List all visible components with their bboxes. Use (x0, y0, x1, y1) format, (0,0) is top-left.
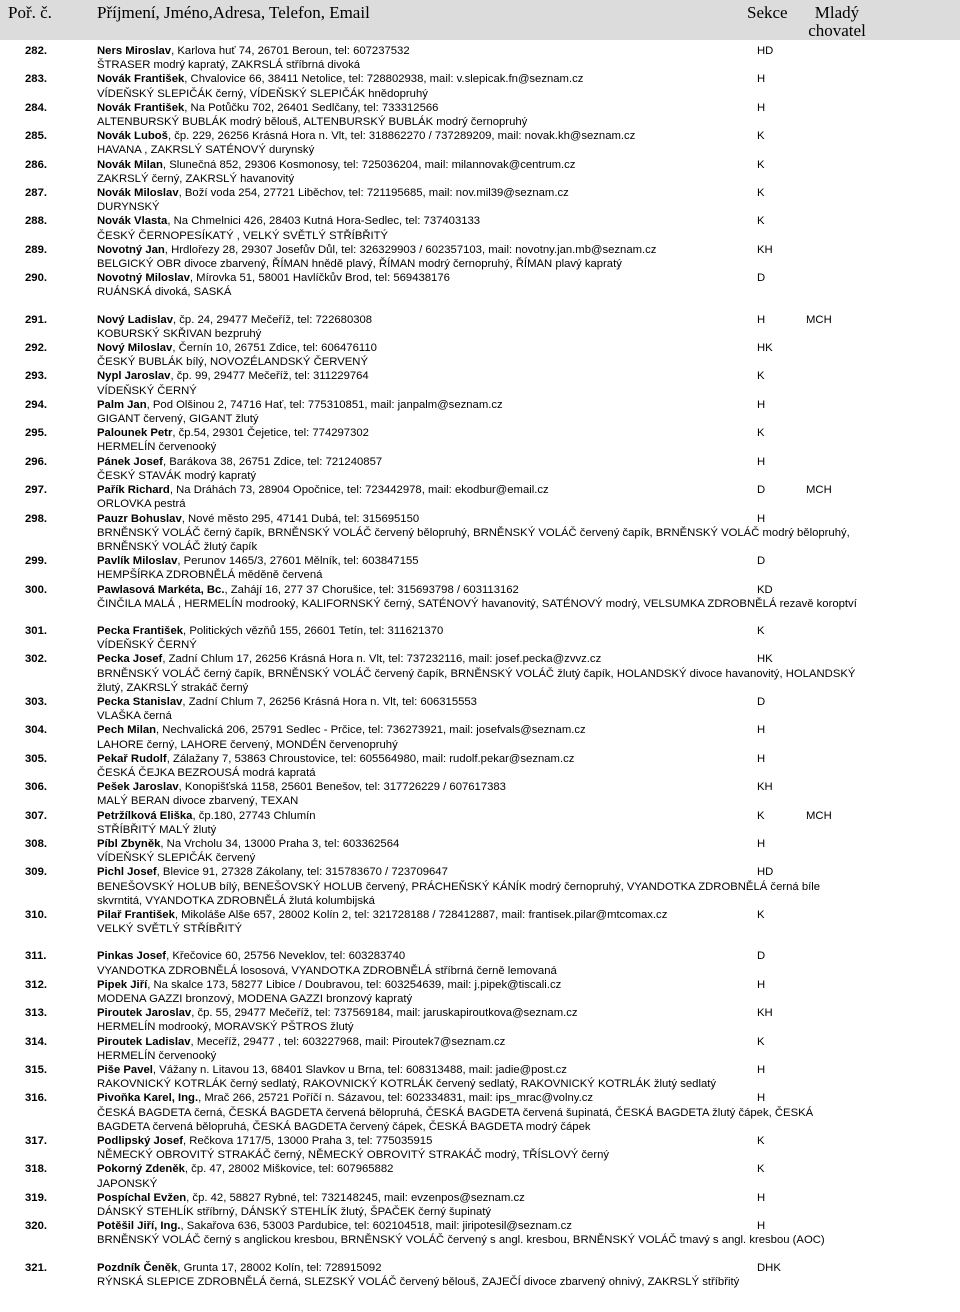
entry-breeds: JAPONSKÝ (97, 1177, 158, 1190)
entry-number: 308. (25, 837, 47, 850)
entry-name: Novotný Miloslav (97, 272, 190, 285)
list-item (0, 512, 960, 555)
entry-breeds: BELGICKÝ OBR divoce zbarvený, ŘÍMAN hnědě plavý, ŘÍMAN modrý černopruhý, ŘÍMAN plavý kapratý (97, 258, 622, 271)
entry-details: , Zahájí 16, 277 37 Chorušice, tel: 315693798 / 603113162 (224, 583, 519, 596)
entry-details: , Na Dráhách 73, 28904 Opočnice, tel: 723442978, mail: ekodbur@email.cz (169, 484, 549, 497)
entry-section: K (757, 215, 765, 228)
entry-name: Píbl Zbyněk (97, 837, 161, 850)
entry-name: Petržílková Eliška (97, 809, 193, 822)
entry-section: DHK (757, 1261, 781, 1274)
entry-young-breeder: MCH (806, 313, 832, 326)
entry-contact (97, 1091, 740, 1105)
entry-breeds: HEMPŠÍRKA ZDROBNĚLÁ měděně červená (97, 569, 323, 582)
entry-name: Novák Vlasta (97, 215, 168, 228)
entry-details: , čp.54, 29301 Čejetice, tel: 774297302 (172, 427, 369, 440)
list-item (0, 809, 960, 837)
entry-name: Novák František (97, 101, 185, 114)
entry-breeds: GIGANT červený, GIGANT žlutý (97, 413, 259, 426)
list-item (0, 369, 960, 397)
entry-section: H (757, 978, 766, 991)
list-item (0, 158, 960, 186)
entry-breeds: RÝNSKÁ SLEPICE ZDROBNĚLÁ černá, SLEZSKÝ VOLÁČ červený bělouš, ZAJEČÍ divoce zbarvený ohnivý, ZAKRSLÝ stříbřitý (97, 1275, 740, 1288)
entry-details: , Slunečná 852, 29306 Kosmonosy, tel: 725036204, mail: milannovak@centrum.cz (162, 158, 576, 171)
entry-section: HD (757, 45, 774, 57)
entry-contact (97, 243, 740, 257)
entry-details: , čp. 24, 29477 Mečeříž, tel: 722680308 (172, 313, 373, 326)
entry-name: Nypl Jaroslav (97, 370, 171, 383)
list-item (0, 695, 960, 723)
entry-number: 316. (25, 1092, 47, 1105)
header-young-breeder: Mladý chovatel (808, 3, 866, 40)
entry-number: 283. (25, 73, 47, 86)
entry-section: H (757, 724, 766, 737)
entry-contact (97, 978, 740, 992)
header-section: Sekce (747, 3, 788, 22)
entry-number: 292. (25, 342, 47, 355)
entry-breeds: HERMELÍN červenooký (97, 1049, 217, 1062)
entry-contact (97, 72, 740, 86)
entry-name: Pivoňka Karel, Ing. (97, 1092, 199, 1105)
entry-contact (97, 313, 740, 327)
entry-contact (97, 1162, 740, 1176)
entry-number: 282. (25, 45, 47, 57)
entry-breeds: VÍDEŇSKÝ ČERNÝ (97, 384, 197, 397)
entry-section: KH (757, 243, 773, 256)
entry-breeds: BRNĚNSKÝ VOLÁČ černý čapík, BRNĚNSKÝ VOLÁČ červený bělopruhý, BRNĚNSKÝ VOLÁČ červený čapík, BRNĚNSKÝ VOLÁČ modrý bělopruhý, BRNĚNSKÝ VOLÁČ žlutý čapík (97, 526, 850, 553)
entry-details: , Rečkova 1717/5, 13000 Praha 3, tel: 775035915 (183, 1135, 433, 1148)
entry-section: H (757, 455, 766, 468)
entry-section: D (757, 272, 766, 285)
entry-details: , čp.180, 27743 Chlumín (192, 809, 316, 822)
entry-number: 321. (25, 1261, 47, 1274)
entry-details: , Mrač 266, 25721 Poříčí n. Sázavou, tel: 602334831, mail: ips_mrac@volny.cz (198, 1092, 594, 1105)
entry-name: Pokorný Zdeněk (97, 1163, 185, 1176)
list-item (0, 908, 960, 936)
entry-name: Pánek Josef (97, 455, 163, 468)
entry-name: Pipek Jiří (97, 978, 148, 991)
entry-section: D (757, 950, 766, 963)
entry-number: 312. (25, 978, 47, 991)
entry-details: , Konopišťská 1158, 25601 Benešov, tel: 317726229 / 607617383 (178, 781, 506, 794)
entry-section: KH (757, 1007, 773, 1020)
entry-contact (97, 865, 740, 879)
entry-contact (97, 214, 740, 228)
entry-number: 319. (25, 1191, 47, 1204)
entry-name: Nový Miloslav (97, 342, 173, 355)
entry-contact (97, 652, 740, 666)
entry-contact (97, 554, 740, 568)
entry-section: H (757, 512, 766, 525)
entry-young-breeder: MCH (806, 484, 832, 497)
entry-section: K (757, 370, 765, 383)
entry-number: 311. (25, 950, 47, 963)
list-item (0, 44, 960, 72)
entry-name: Palm Jan (97, 398, 147, 411)
entry-section: K (757, 1035, 765, 1048)
entry-details: , Nové město 295, 47141 Dubá, tel: 315695150 (181, 512, 420, 525)
list-item (0, 1219, 960, 1247)
entry-details: , Blevice 91, 27328 Zákolany, tel: 315783670 / 723709647 (156, 866, 448, 879)
entry-details: , čp. 55, 29477 Mečeříž, tel: 737569184, mail: jaruskapiroutkova@seznam.cz (191, 1007, 578, 1020)
list-item (0, 243, 960, 271)
entry-contact (97, 1035, 740, 1049)
entries-list (0, 44, 960, 1289)
entry-section: HK (757, 342, 773, 355)
entry-breeds: ČESKÁ ČEJKA BEZROUSÁ modrá kapratá (97, 766, 316, 779)
entry-section: D (757, 695, 766, 708)
entry-breeds: DÁNSKÝ STEHLÍK stříbrný, DÁNSKÝ STEHLÍK žlutý, ŠPAČEK černý šupinatý (97, 1206, 492, 1219)
entry-name: Novák Luboš (97, 130, 168, 143)
entry-contact (97, 1134, 740, 1148)
entry-details: , Hrdlořezy 28, 29307 Josefův Důl, tel: 326329903 / 602357103, mail: novotny.jan.mb@seznam.cz (164, 243, 657, 256)
entry-breeds: KOBURSKÝ SKŘIVAN bezpruhý (97, 327, 262, 340)
entry-young-breeder: MCH (806, 809, 832, 822)
entry-details: , Zálažany 7, 53863 Chroustovice, tel: 605564980, mail: rudolf.pekar@seznam.cz (166, 752, 575, 765)
entry-breeds: ČESKÝ BUBLÁK bílý, NOVOZÉLANDSKÝ ČERVENÝ (97, 356, 369, 369)
list-item (0, 398, 960, 426)
entry-number: 296. (25, 455, 47, 468)
header-name-address: Příjmení, Jméno,Adresa, Telefon, Email (97, 3, 370, 22)
entry-number: 299. (25, 555, 47, 568)
list-item (0, 752, 960, 780)
entry-name: Novák Miloslav (97, 187, 179, 200)
entry-contact (97, 129, 740, 143)
list-item (0, 341, 960, 369)
list-item (0, 1162, 960, 1190)
entry-name: Pešek Jaroslav (97, 781, 179, 794)
entry-section: D (757, 484, 766, 497)
entry-details: , čp. 42, 58827 Rybné, tel: 732148245, mail: evzenpos@seznam.cz (186, 1191, 525, 1204)
entry-breeds: BRNĚNSKÝ VOLÁČ černý s anglickou kresbou, BRNĚNSKÝ VOLÁČ červený s angl. kresbou, BRNĚNSKÝ VOLÁČ tmavý s angl. kresbou (AOC) (97, 1234, 825, 1247)
entry-section: H (757, 1191, 766, 1204)
entry-details: , Na skalce 173, 58277 Libice / Doubravou, tel: 603254639, mail: j.pipek@tiscali.cz (147, 978, 562, 991)
entry-name: Pospíchal Evžen (97, 1191, 187, 1204)
entry-breeds: NĚMECKÝ OBROVITÝ STRAKÁČ černý, NĚMECKÝ OBROVITÝ STRAKÁČ modrý, TŘÍSLOVÝ černý (97, 1149, 610, 1162)
entry-contact (97, 44, 740, 58)
entry-section: H (757, 101, 766, 114)
entry-name: Pavlík Miloslav (97, 555, 178, 568)
list-item (0, 72, 960, 100)
entry-details: , Barákova 38, 26751 Zdice, tel: 721240857 (162, 455, 383, 468)
entry-details: , čp. 99, 29477 Mečeříž, tel: 311229764 (170, 370, 369, 383)
entry-contact (97, 1006, 740, 1020)
list-item (0, 1191, 960, 1219)
entry-section: H (757, 837, 766, 850)
entry-contact (97, 1191, 740, 1205)
list-item (0, 483, 960, 511)
entry-section: K (757, 187, 765, 200)
list-item (0, 426, 960, 454)
list-item (0, 455, 960, 483)
entry-breeds: VELKÝ SVĚTLÝ STŘÍBŘITÝ (97, 923, 243, 936)
entry-name: Novotný Jan (97, 243, 165, 256)
entry-name: Potěšil Jiří, Ing. (97, 1220, 181, 1233)
list-item (0, 129, 960, 157)
entry-breeds: HERMELÍN červenooký (97, 441, 217, 454)
entry-breeds: BENEŠOVSKÝ HOLUB bílý, BENEŠOVSKÝ HOLUB červený, PRÁCHEŇSKÝ KÁNÍK modrý černopruhý, VYANDOTKA ZDROBNĚLÁ černá bíle skvrntitá, VYANDOTKA ZDROBNĚLÁ žlutá kolumbijská (97, 880, 821, 907)
entry-details: , Na Vrcholu 34, 13000 Praha 3, tel: 603362564 (160, 837, 400, 850)
entry-number: 295. (25, 427, 47, 440)
entry-number: 305. (25, 752, 47, 765)
entry-details: , Zadní Chlum 17, 26256 Krásná Hora n. Vlt, tel: 737232116, mail: josef.pecka@zvvz.cz (162, 653, 602, 666)
entry-number: 315. (25, 1064, 47, 1077)
entry-breeds: LAHORE černý, LAHORE červený, MONDÉN červenopruhý (97, 738, 398, 751)
entry-contact (97, 624, 740, 638)
entry-name: Palounek Petr (97, 427, 173, 440)
entry-details: , Mikoláše Alše 657, 28002 Kolín 2, tel: 321728188 / 728412887, mail: frantisek.pilar@mtcomax.cz (174, 908, 668, 921)
entry-breeds: VÍDEŇSKÝ SLEPIČÁK černý, VÍDEŇSKÝ SLEPIČÁK hnědopruhý (97, 87, 428, 100)
entry-breeds: ČESKÁ BAGDETA černá, ČESKÁ BAGDETA červená bělopruhá, ČESKÁ BAGDETA červená šupinatá, ČESKÁ BAGDETA žlutý čápek, ČESKÁ BAGDETA červená bělopruhá, ČESKÁ BAGDETA červený čápek, ČESKÁ BAGDETA modrý čápek (97, 1106, 814, 1133)
entry-contact (97, 101, 740, 115)
entry-number: 290. (25, 272, 47, 285)
entry-details: , Perunov 1465/3, 27601 Mělník, tel: 603847155 (177, 555, 419, 568)
list-item (0, 723, 960, 751)
entry-breeds: VYANDOTKA ZDROBNĚLÁ lososová, VYANDOTKA ZDROBNĚLÁ stříbrná černě lemovaná (97, 964, 557, 977)
list-item (0, 1091, 960, 1134)
list-item (0, 554, 960, 582)
entry-details: , Pod Olšinou 2, 74716 Hať, tel: 775310851, mail: janpalm@seznam.cz (146, 398, 503, 411)
entry-contact (97, 341, 740, 355)
entry-breeds: VÍDEŇSKÝ SLEPIČÁK červený (97, 852, 256, 865)
entry-details: , Křečovice 60, 25756 Neveklov, tel: 603283740 (166, 950, 406, 963)
entry-section: KD (757, 583, 773, 596)
list-item (0, 624, 960, 652)
entry-details: , Boží voda 254, 27721 Liběchov, tel: 721195685, mail: nov.mil39@seznam.cz (178, 187, 569, 200)
list-item (0, 583, 960, 611)
entry-section: H (757, 398, 766, 411)
entry-section: K (757, 624, 765, 637)
entry-number: 310. (25, 908, 47, 921)
entry-breeds: ŠTRASER modrý kapratý, ZAKRSLÁ stříbrná divoká (97, 59, 361, 72)
entry-number: 300. (25, 583, 47, 596)
entry-contact (97, 483, 740, 497)
entry-name: Pecka Josef (97, 653, 163, 666)
entry-name: Piroutek Ladislav (97, 1035, 191, 1048)
entry-breeds: DURYNSKÝ (97, 201, 160, 214)
entry-details: , Na Chmelnici 426, 28403 Kutná Hora-Sedlec, tel: 737403133 (167, 215, 481, 228)
entry-contact (97, 455, 740, 469)
entry-contact (97, 723, 740, 737)
entry-details: , Vážany n. Litavou 13, 68401 Slavkov u Brna, tel: 608313488, mail: jadie@post.cz (152, 1064, 567, 1077)
entry-number: 302. (25, 653, 47, 666)
list-item (0, 978, 960, 1006)
list-item (0, 1261, 960, 1289)
entry-contact (97, 271, 740, 285)
entry-name: Pecka František (97, 624, 184, 637)
entry-details: , Sakařova 636, 53003 Pardubice, tel: 602104518, mail: jiripotesil@seznam.cz (180, 1220, 572, 1233)
entry-details: , Zadní Chlum 7, 26256 Krásná Hora n. Vlt, tel: 606315553 (182, 695, 477, 708)
entry-name: Pichl Josef (97, 866, 157, 879)
entry-breeds: ČESKÝ STAVÁK modrý kapratý (97, 469, 257, 482)
list-item (0, 186, 960, 214)
entry-number: 286. (25, 158, 47, 171)
entry-contact (97, 369, 740, 383)
entry-number: 284. (25, 101, 47, 114)
entry-section: K (757, 1135, 765, 1148)
entry-details: , Na Potůčku 702, 26401 Sedlčany, tel: 733312566 (184, 101, 439, 114)
entry-section: D (757, 555, 766, 568)
entry-name: Pauzr Bohuslav (97, 512, 182, 525)
entry-section: K (757, 809, 765, 822)
list-item (0, 865, 960, 908)
entry-number: 297. (25, 484, 47, 497)
entry-breeds: MALÝ BERAN divoce zbarvený, TEXAN (97, 795, 299, 808)
entry-contact (97, 949, 740, 963)
entry-name: Podlipský Josef (97, 1135, 184, 1148)
entry-breeds: ALTENBURSKÝ BUBLÁK modrý bělouš, ALTENBURSKÝ BUBLÁK modrý černopruhý (97, 116, 528, 129)
entry-number: 288. (25, 215, 47, 228)
entry-breeds: ČESKÝ ČERNOPESÍKATÝ , VELKÝ SVĚTLÝ STŘÍBŘITÝ (97, 229, 389, 242)
list-item (0, 780, 960, 808)
entry-section: H (757, 1220, 766, 1233)
entry-number: 287. (25, 187, 47, 200)
entry-details: , Karlova huť 74, 26701 Beroun, tel: 607237532 (171, 45, 410, 57)
entry-name: Ners Miroslav (97, 45, 172, 57)
entry-details: , čp. 47, 28002 Miškovice, tel: 607965882 (184, 1163, 394, 1176)
entry-section: K (757, 158, 765, 171)
entry-breeds: HERMELÍN modrooký, MORAVSKÝ PŠTROS žlutý (97, 1021, 354, 1034)
entry-breeds: ZAKRSLÝ černý, ZAKRSLÝ havanovitý (97, 172, 295, 185)
list-item (0, 313, 960, 341)
entry-number: 318. (25, 1163, 47, 1176)
entry-contact (97, 752, 740, 766)
entry-contact (97, 695, 740, 709)
entry-name: Pawlasová Markéta, Bc. (97, 583, 225, 596)
entry-contact (97, 1261, 740, 1275)
entry-breeds: MODENA GAZZI bronzový, MODENA GAZZI bronzový kapratý (97, 993, 413, 1005)
entry-section: HK (757, 653, 773, 666)
entry-number: 291. (25, 313, 47, 326)
entry-contact (97, 583, 740, 597)
list-item (0, 949, 960, 977)
entry-details: , Chvalovice 66, 38411 Netolice, tel: 728802938, mail: v.slepicak.fn@seznam.cz (184, 73, 584, 86)
entry-contact (97, 398, 740, 412)
entry-contact (97, 908, 740, 922)
list-item (0, 271, 960, 299)
list-item (0, 101, 960, 129)
list-item (0, 1134, 960, 1162)
entry-name: Piše Pavel (97, 1064, 153, 1077)
entry-contact (97, 512, 740, 526)
entry-breeds: ČINČILA MALÁ , HERMELÍN modrooký, KALIFORNSKÝ černý, SATÉNOVÝ havanovitý, SATÉNOVÝ modrý, VELSUMKA ZDROBNĚLÁ rezavě koroptví (97, 597, 857, 610)
list-item (0, 837, 960, 865)
entry-contact (97, 426, 740, 440)
table-header (0, 0, 960, 40)
entry-name: Piroutek Jaroslav (97, 1007, 192, 1020)
entry-name: Nový Ladislav (97, 313, 173, 326)
list-item (0, 214, 960, 242)
entry-section: K (757, 130, 765, 143)
entry-details: , čp. 229, 26256 Krásná Hora n. Vlt, tel: 318862270 / 737289209, mail: novak.kh@seznam.cz (167, 130, 636, 143)
entry-name: Novák František (97, 73, 185, 86)
entry-section: KH (757, 781, 773, 794)
entry-contact (97, 809, 740, 823)
entry-breeds: RUÁNSKÁ divoká, SASKÁ (97, 286, 232, 299)
entry-contact (97, 1219, 740, 1233)
entry-breeds: STŘÍBŘITÝ MALÝ žlutý (97, 823, 217, 836)
entry-section: H (757, 1064, 766, 1077)
entry-name: Pilař František (97, 908, 175, 921)
entry-details: , Černín 10, 26751 Zdice, tel: 606476110 (172, 342, 377, 355)
entry-contact (97, 186, 740, 200)
list-item (0, 1063, 960, 1091)
entry-contact (97, 158, 740, 172)
entry-breeds: ORLOVKA pestrá (97, 498, 186, 511)
entry-section: K (757, 427, 765, 440)
entry-details: , Nechvalická 206, 25791 Sedlec - Prčice, tel: 736273921, mail: josefvals@seznam.cz (156, 724, 586, 737)
entry-number: 317. (25, 1135, 47, 1148)
entry-details: , Grunta 17, 28002 Kolín, tel: 728915092 (177, 1261, 382, 1274)
entry-number: 309. (25, 866, 47, 879)
entry-contact (97, 780, 740, 794)
entry-details: , Mírovka 51, 58001 Havlíčkův Brod, tel: 569438176 (189, 272, 450, 285)
entry-number: 298. (25, 512, 47, 525)
header-number: Poř. č. (8, 3, 52, 22)
entry-breeds: HAVANA , ZAKRSLÝ SATÉNOVÝ durynský (97, 144, 315, 157)
entry-section: H (757, 73, 766, 86)
entry-number: 303. (25, 695, 47, 708)
entry-contact (97, 1063, 740, 1077)
entry-number: 306. (25, 781, 47, 794)
entry-name: Pozdník Čeněk (97, 1261, 178, 1274)
entry-breeds: RAKOVNICKÝ KOTRLÁK černý sedlatý, RAKOVNICKÝ KOTRLÁK červený sedlatý, RAKOVNICKÝ KOTRLÁK žlutý sedlatý (97, 1078, 717, 1091)
entry-breeds: VÍDEŇSKÝ ČERNÝ (97, 639, 197, 652)
entry-number: 294. (25, 398, 47, 411)
entry-section: K (757, 908, 765, 921)
entry-number: 307. (25, 809, 47, 822)
entry-name: Pařík Richard (97, 484, 170, 497)
entry-name: Pech Milan (97, 724, 157, 737)
entry-name: Novák Milan (97, 158, 163, 171)
entry-number: 301. (25, 624, 47, 637)
entry-contact (97, 837, 740, 851)
entry-section: H (757, 313, 766, 326)
entry-number: 313. (25, 1007, 47, 1020)
entry-number: 285. (25, 130, 47, 143)
list-item (0, 1035, 960, 1063)
list-item (0, 652, 960, 695)
list-item (0, 1006, 960, 1034)
entry-number: 314. (25, 1035, 47, 1048)
entry-name: Pinkas Josef (97, 950, 167, 963)
entry-number: 320. (25, 1220, 47, 1233)
entry-number: 289. (25, 243, 47, 256)
entry-details: , Meceříž, 29477 , tel: 603227968, mail: Piroutek7@seznam.cz (190, 1035, 506, 1048)
entry-breeds: VLAŠKA černá (97, 710, 172, 723)
entry-breeds: BRNĚNSKÝ VOLÁČ černý čapík, BRNĚNSKÝ VOLÁČ červený čapík, BRNĚNSKÝ VOLÁČ žlutý čapík, HOLANDSKÝ divoce havanovitý, HOLANDSKÝ žlutý, ZAKRSLÝ strakáč černý (97, 667, 856, 694)
entry-name: Pecka Stanislav (97, 695, 183, 708)
entry-number: 304. (25, 724, 47, 737)
entry-section: H (757, 1092, 766, 1105)
entry-name: Pekař Rudolf (97, 752, 167, 765)
entry-number: 293. (25, 370, 47, 383)
entry-details: , Politických vězňů 155, 26601 Tetín, tel: 311621370 (183, 624, 444, 637)
entry-section: H (757, 752, 766, 765)
entry-section: HD (757, 866, 774, 879)
entry-section: K (757, 1163, 765, 1176)
